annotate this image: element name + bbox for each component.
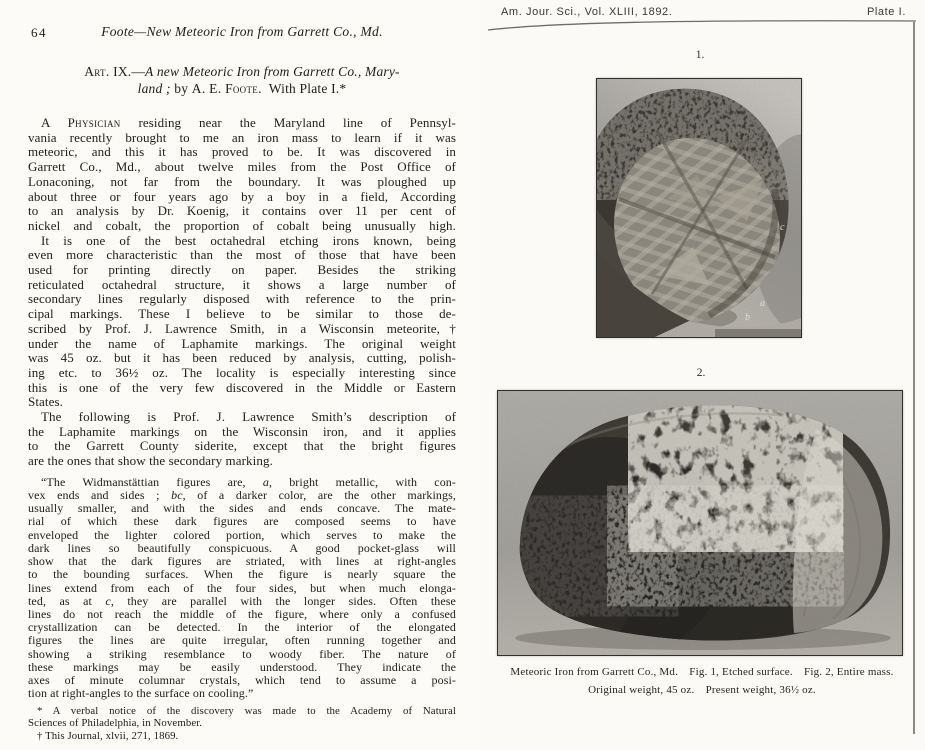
text-line: usually smaller, and with the sides and ends concave. The mate- [28, 501, 456, 516]
text-line: Original weight, 45 oz. Present weight, 36½ oz. [588, 684, 816, 696]
text-line: tion at right-angles to the surface on cooling.” [28, 686, 254, 701]
text-line: these markings may be easily understood. They indicate the [28, 659, 456, 674]
text-line: vania recently brought to me an iron mass to learn if it was [28, 129, 456, 145]
text-line: secondary lines regularly disposed with reference to the prin- [28, 291, 456, 307]
text-line: † This Journal, xlvii, 271, 1869. [37, 729, 179, 742]
text-line: used for printing directly on paper. Besides the striking [28, 262, 456, 278]
text-line: lines do not reach the middle of the figure, where only a confused [28, 606, 456, 621]
page-number: 64 [31, 25, 47, 40]
text-line: scribed by Prof. J. Lawrence Smith, in a Wisconsin meteorite,† [28, 320, 456, 336]
text-line: show that the dark figures are striated, with lines at right-angles [28, 554, 456, 569]
journal-volume-label: Am. Jour. Sci., Vol. XLIII, 1892. [501, 6, 673, 18]
plate-page [480, 0, 925, 750]
plate-right-rule [913, 22, 915, 734]
text-line: cipal markings. These I believe to be similar to those de- [28, 306, 456, 322]
footnote-1 [28, 705, 456, 729]
text-line: dark lines so beautifully conspicuous. A good pocket-glass will [28, 540, 456, 555]
text-line: this is one of the very few discovered in the Middle or Eastern [28, 379, 456, 395]
text-line: Sciences of Philadelphia, in November. [28, 717, 203, 730]
text-line: ing etc. to 36½ oz. The locality is especially interesting since [28, 364, 456, 380]
paragraph-2 [28, 234, 456, 410]
text-line: figures the lines are quite irregular, often running together and [28, 633, 456, 648]
figure2-entire-mass-photo [497, 390, 903, 656]
text-line: land ; by A. E. Foote. With Plate I.* [137, 81, 347, 96]
figure1-annotation-c: c [780, 222, 785, 233]
text-line: to the Garrett County siderite, except that the bright figures [28, 438, 456, 454]
footnote-2 [28, 730, 456, 742]
text-line: vex ends and sides ; bc, of a darker color, are the other markings, [28, 488, 456, 503]
text-line: even more characteristic than the most of those that have been [28, 247, 456, 263]
text-line: rial of which these dark figures are composed seems to have [28, 514, 456, 529]
text-line: under the name of Laphamite markings. The original weight [28, 335, 456, 351]
text-line: The following is Prof. J. Lawrence Smith’s description of [41, 409, 456, 425]
figure1-image [597, 79, 801, 337]
plate-number-label: Plate I. [866, 6, 906, 18]
text-line: meteoric, and this it has proved to be. It was discovered in [28, 144, 456, 160]
text-line: to the bounding surfaces. When the figure is nearly square the [28, 567, 456, 582]
text-line: lines extend from each of the four sides, but when much elonga- [28, 580, 456, 595]
text-line: the Laphamite markings on the Wisconsin iron, and it applies [28, 423, 456, 439]
text-line: to an analysis by Dr. Koenig, it contains over 11 per cent of [28, 203, 456, 219]
text-line: States. [28, 394, 64, 410]
paragraph-3 [28, 410, 456, 469]
text-line: enveloped the lighter colored portion, which serves to make the [28, 527, 456, 542]
plate-caption [490, 663, 914, 699]
footnotes [28, 705, 456, 741]
article-title [28, 63, 456, 97]
text-line: It is one of the best octahedral etching irons known, being [41, 232, 456, 248]
running-title: Foote—New Meteoric Iron from Garrett Co., Md. [101, 24, 383, 39]
text-line: Meteoric Iron from Garrett Co., Md. Fig. 1, Etched surface. Fig. 2, Entire mass. [510, 666, 894, 678]
text-line: was 45 oz. but it has been reduced by analysis, cutting, polish- [28, 350, 456, 366]
page-header [28, 24, 456, 41]
text-line: “The Widmanstättian figures are, a, bright metallic, with con- [41, 474, 456, 489]
text-line: are the ones that show the secondary marking. [28, 453, 273, 469]
paragraph-1 [28, 116, 456, 234]
text-line: nickel and cobalt, the proportion of cobalt being unusually high. [28, 217, 456, 233]
text-line: Art. IX.—A new Meteoric Iron from Garrett Co., Mary- [84, 64, 400, 79]
figure1-etched-surface-photo [596, 78, 802, 338]
text-line: Lonaconing, not far from the boundary. It was ploughed up [28, 173, 456, 189]
text-line: crystallization can be detected. In the interior of the elongated [28, 620, 456, 635]
text-line: Garrett Co., Md., about twelve miles from the Post Office of [28, 159, 456, 175]
text-line: showing a striking resemblance to woody fiber. The nature of [28, 646, 456, 661]
text-line: about three or four years ago by a boy in a field, According [28, 188, 456, 204]
text-line: * A verbal notice of the discovery was made to the Academy of Natural [37, 705, 456, 718]
text-line: axes of minute columnar crystals, which tend to assume a posi- [28, 672, 456, 687]
text-line: ted, as at c, they are parallel with the longer sides. Often these [28, 593, 456, 608]
figure1-label: 1. [695, 49, 705, 61]
figure1-annotation-a: a [760, 298, 765, 309]
block-quote [28, 476, 456, 700]
figure2-label: 2. [696, 367, 706, 379]
plate-top-rule [486, 17, 918, 33]
text-line: A Physician residing near the Maryland line of Pennsyl- [41, 115, 456, 130]
figure1-annotation-b: b [745, 312, 750, 323]
article-body [28, 116, 456, 742]
figure2-image [498, 391, 902, 655]
text-line: reticulated octahedral structure, it shows a large number of [28, 276, 456, 292]
